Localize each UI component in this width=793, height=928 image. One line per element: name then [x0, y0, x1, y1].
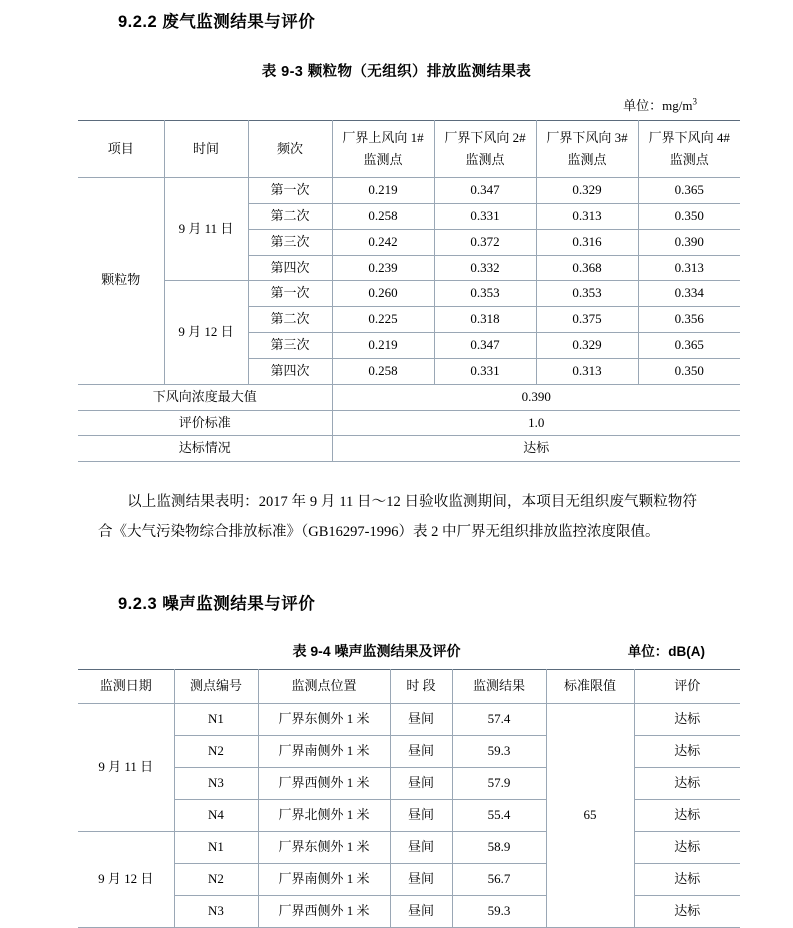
cell-date-1: 9 月 11 日 — [164, 178, 248, 281]
cell-result: 59.3 — [452, 735, 546, 767]
header-item: 项目 — [78, 121, 164, 178]
table-row — [78, 735, 740, 767]
cell-value: 0.353 — [434, 281, 536, 307]
cell-period: 昼间 — [390, 895, 452, 927]
summary-label: 达标情况 — [78, 436, 332, 462]
table-row — [78, 281, 740, 307]
summary-value: 0.390 — [332, 384, 740, 410]
header-point-2-line1: 厂界下风向 2# — [444, 129, 526, 145]
header-point-no: 测点编号 — [174, 669, 258, 703]
cell-frequency: 第一次 — [248, 281, 332, 307]
table-row — [78, 767, 740, 799]
cell-evaluation: 达标 — [634, 799, 740, 831]
cell-point-no: N1 — [174, 703, 258, 735]
summary-row-compliance — [78, 436, 740, 462]
cell-period: 昼间 — [390, 799, 452, 831]
table-9-4-header-row — [78, 669, 740, 703]
header-limit: 标准限值 — [546, 669, 634, 703]
cell-value: 0.219 — [332, 333, 434, 359]
cell-frequency: 第二次 — [248, 307, 332, 333]
cell-point-no: N4 — [174, 799, 258, 831]
cell-frequency: 第三次 — [248, 229, 332, 255]
cell-value: 0.313 — [638, 255, 740, 281]
section-heading-air: 9.2.2 废气监测结果与评价 — [118, 13, 316, 31]
header-point-1 — [332, 121, 434, 178]
table-9-4 — [78, 669, 740, 928]
table-9-3-title: 表 9-3 颗粒物（无组织）排放监测结果表 — [261, 64, 532, 80]
cell-period: 昼间 — [390, 703, 452, 735]
cell-value: 0.225 — [332, 307, 434, 333]
cell-evaluation: 达标 — [634, 735, 740, 767]
header-period: 时 段 — [390, 669, 452, 703]
cell-value: 0.365 — [638, 178, 740, 204]
cell-value: 0.347 — [434, 333, 536, 359]
header-point-1-line2: 监测点 — [363, 152, 403, 167]
cell-location: 厂界东侧外 1 米 — [258, 703, 390, 735]
header-point-1-line1: 厂界上风向 1# — [342, 129, 424, 145]
cell-result: 57.4 — [452, 703, 546, 735]
cell-value: 0.368 — [536, 255, 638, 281]
table-9-4-unit: 单位：dB(A) — [627, 643, 705, 659]
unit-text: 单位：mg/m — [623, 98, 693, 113]
cell-point-no: N3 — [174, 767, 258, 799]
cell-value: 0.350 — [638, 358, 740, 384]
header-result: 监测结果 — [452, 669, 546, 703]
paragraph-air-conclusion — [78, 488, 715, 547]
cell-period: 昼间 — [390, 863, 452, 895]
summary-row-standard — [78, 410, 740, 436]
summary-label: 评价标准 — [78, 410, 332, 436]
cell-result: 55.4 — [452, 799, 546, 831]
cell-value: 0.331 — [434, 203, 536, 229]
cell-location: 厂界北侧外 1 米 — [258, 799, 390, 831]
cell-location: 厂界西侧外 1 米 — [258, 767, 390, 799]
cell-value: 0.329 — [536, 178, 638, 204]
header-frequency: 频次 — [248, 121, 332, 178]
header-point-3-line2: 监测点 — [567, 152, 607, 167]
table-9-3-unit — [78, 95, 715, 114]
summary-value: 1.0 — [332, 410, 740, 436]
cell-value: 0.375 — [536, 307, 638, 333]
header-point-3-line1: 厂界下风向 3# — [546, 129, 628, 145]
cell-limit-value: 65 — [546, 703, 634, 927]
cell-value: 0.258 — [332, 203, 434, 229]
cell-frequency: 第一次 — [248, 178, 332, 204]
cell-value: 0.313 — [536, 358, 638, 384]
cell-value: 0.331 — [434, 358, 536, 384]
cell-location: 厂界南侧外 1 米 — [258, 735, 390, 767]
cell-value: 0.347 — [434, 178, 536, 204]
cell-evaluation: 达标 — [634, 863, 740, 895]
cell-value: 0.372 — [434, 229, 536, 255]
paragraph-text: 以上监测结果表明：2017 年 9 月 11 日～12 日验收监测期间，本项目无组织废气颗粒物符合《大气污染物综合排放标准》（GB16297-1996）表 2 中厂界无组织排放监控浓度限值。 — [98, 494, 697, 540]
table-9-4-title: 表 9-4 噪声监测结果及评价 — [292, 642, 461, 659]
summary-label: 下风向浓度最大值 — [78, 384, 332, 410]
summary-row-max — [78, 384, 740, 410]
cell-result: 59.3 — [452, 895, 546, 927]
table-row — [78, 178, 740, 204]
cell-location: 厂界南侧外 1 米 — [258, 863, 390, 895]
cell-result: 57.9 — [452, 767, 546, 799]
cell-period: 昼间 — [390, 767, 452, 799]
table-row — [78, 895, 740, 927]
table-9-3 — [78, 120, 740, 462]
cell-value: 0.260 — [332, 281, 434, 307]
cell-item-name: 颗粒物 — [78, 178, 164, 385]
table-row — [78, 703, 740, 735]
cell-value: 0.219 — [332, 178, 434, 204]
header-point-4-line1: 厂界下风向 4# — [648, 129, 730, 145]
header-point-3 — [536, 121, 638, 178]
cell-result: 58.9 — [452, 831, 546, 863]
cell-value: 0.258 — [332, 358, 434, 384]
cell-location: 厂界西侧外 1 米 — [258, 895, 390, 927]
cell-value: 0.350 — [638, 203, 740, 229]
cell-evaluation: 达标 — [634, 767, 740, 799]
cell-value: 0.316 — [536, 229, 638, 255]
cell-frequency: 第二次 — [248, 203, 332, 229]
table-9-4-titlebar — [78, 640, 715, 661]
header-point-location: 监测点位置 — [258, 669, 390, 703]
cell-evaluation: 达标 — [634, 703, 740, 735]
cell-point-no: N2 — [174, 863, 258, 895]
cell-evaluation: 达标 — [634, 831, 740, 863]
cell-value: 0.390 — [638, 229, 740, 255]
table-row — [78, 863, 740, 895]
cell-evaluation: 达标 — [634, 895, 740, 927]
cell-point-no: N2 — [174, 735, 258, 767]
cell-point-no: N3 — [174, 895, 258, 927]
header-date: 监测日期 — [78, 669, 174, 703]
cell-value: 0.313 — [536, 203, 638, 229]
section-heading-noise: 9.2.3 噪声监测结果与评价 — [118, 594, 316, 613]
cell-frequency: 第四次 — [248, 255, 332, 281]
unit-superscript: 3 — [692, 96, 697, 107]
cell-period: 昼间 — [390, 831, 452, 863]
table-9-3-header-row — [78, 121, 740, 178]
summary-value: 达标 — [332, 436, 740, 462]
header-evaluation: 评价 — [634, 669, 740, 703]
cell-value: 0.318 — [434, 307, 536, 333]
header-time: 时间 — [164, 121, 248, 178]
header-point-2 — [434, 121, 536, 178]
cell-location: 厂界东侧外 1 米 — [258, 831, 390, 863]
header-point-4 — [638, 121, 740, 178]
cell-frequency: 第四次 — [248, 358, 332, 384]
cell-value: 0.365 — [638, 333, 740, 359]
cell-point-no: N1 — [174, 831, 258, 863]
cell-value: 0.242 — [332, 229, 434, 255]
cell-date-2: 9 月 12 日 — [78, 831, 174, 927]
cell-date-2: 9 月 12 日 — [164, 281, 248, 384]
table-row — [78, 831, 740, 863]
header-point-4-line2: 监测点 — [669, 152, 709, 167]
header-point-2-line2: 监测点 — [465, 152, 505, 167]
cell-value: 0.239 — [332, 255, 434, 281]
table-row — [78, 799, 740, 831]
cell-value: 0.332 — [434, 255, 536, 281]
cell-period: 昼间 — [390, 735, 452, 767]
cell-value: 0.356 — [638, 307, 740, 333]
cell-date-1: 9 月 11 日 — [78, 703, 174, 831]
cell-value: 0.353 — [536, 281, 638, 307]
cell-value: 0.334 — [638, 281, 740, 307]
cell-result: 56.7 — [452, 863, 546, 895]
cell-frequency: 第三次 — [248, 333, 332, 359]
cell-value: 0.329 — [536, 333, 638, 359]
